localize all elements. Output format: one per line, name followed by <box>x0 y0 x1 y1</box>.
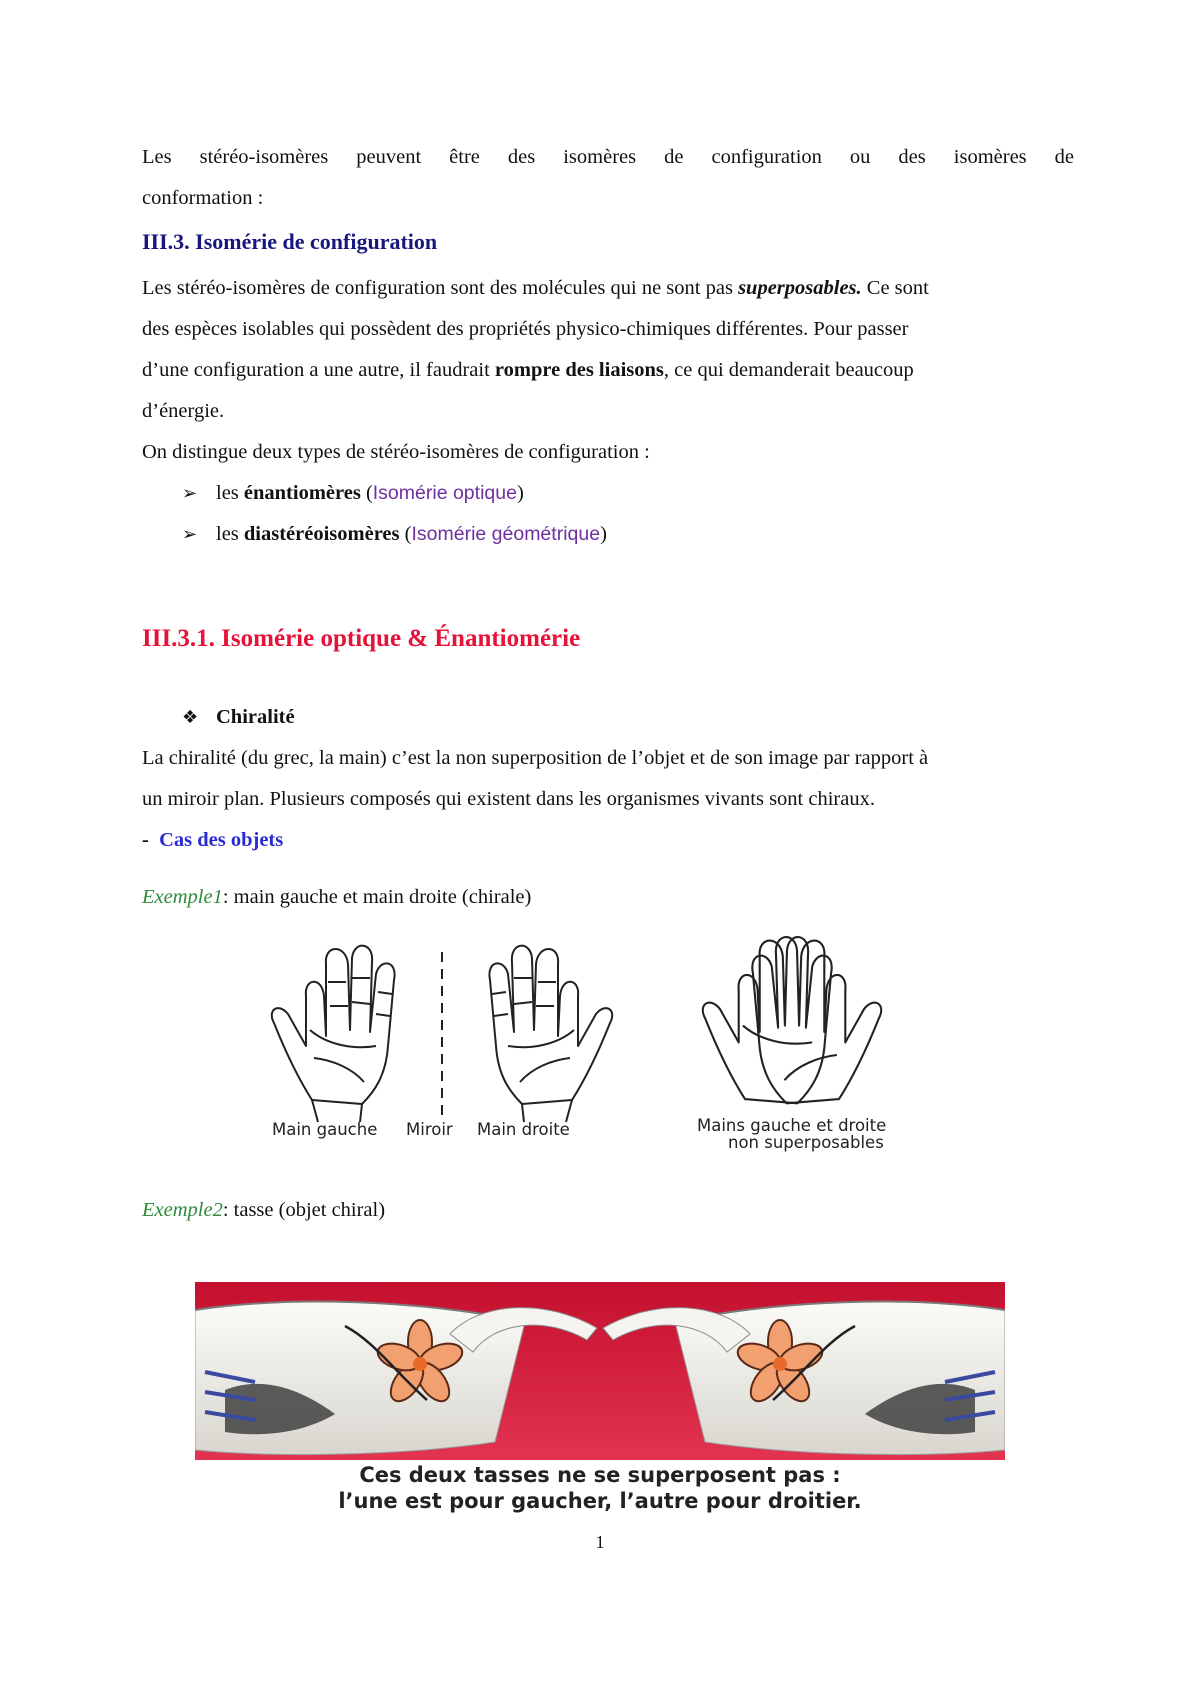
intro-line-1: Les stéréo-isomères peuvent être des isomères de configuration ou des isomères de <box>142 146 1074 168</box>
cups-caption-line-2: l’une est pour gaucher, l’autre pour droitier. <box>338 1489 862 1513</box>
exemple1-line <box>142 877 1074 918</box>
bullet-text: ( <box>360 482 373 504</box>
exemple2-text: : tasse (objet chiral) <box>222 1199 386 1221</box>
overlap-caption-line-1: Mains gauche et droite <box>697 1116 887 1135</box>
section-33-title: III.3. Isomérie de configuration <box>142 229 438 254</box>
config-line-5: On distingue deux types de stéréo-isomères de configuration : <box>142 441 650 463</box>
config-text: Les stéréo-isomères de configuration sont des molécules qui ne sont pas <box>142 277 739 299</box>
superposables-emphasis: superposables. <box>738 277 862 299</box>
bullet-enantiomeres <box>182 473 524 514</box>
config-text: Ce sont <box>861 277 929 299</box>
diamond-bullet-icon: ❖ <box>182 707 199 728</box>
arrow-bullet-icon: ➢ <box>182 524 198 545</box>
chiralite-heading-text: Chiralité <box>216 706 295 728</box>
section-331-title <box>142 625 580 653</box>
cups-caption-line-1: Ces deux tasses ne se superposent pas : <box>359 1463 841 1487</box>
bullet-bold: diastéréoisomères <box>243 523 400 545</box>
section-331-title-a: III.3.1. Isomérie <box>142 625 321 652</box>
section-331-title-b: optique & Énantiomérie <box>320 625 581 652</box>
bullet-text: les <box>216 523 244 545</box>
bullet-colored: Isomérie optique <box>372 482 517 504</box>
miroir-label: Miroir <box>406 1120 453 1139</box>
cas-des-objets-label: Cas des objets <box>159 829 284 851</box>
bullet-text: ( <box>399 523 412 545</box>
bullet-colored: Isomérie géométrique <box>411 523 601 545</box>
config-line-2: des espèces isolables qui possèdent des propriétés physico-chimiques différentes. Pour passer <box>142 318 909 340</box>
config-line-4: d’énergie. <box>142 400 225 422</box>
cups-photo <box>195 1282 1005 1460</box>
intro-line-2: conformation : <box>142 187 264 209</box>
dash: - <box>142 829 149 851</box>
chiralite-line-1: La chiralité (du grec, la main) c’est la non superposition de l’objet et de son image par rapport à <box>142 747 929 769</box>
config-line-3 <box>142 350 1074 391</box>
bullet-diastereoisomeres <box>182 514 607 555</box>
exemple2-label: Exemple2 <box>142 1199 223 1221</box>
bullet-text: ) <box>516 482 524 504</box>
exemple1-text: : main gauche et main droite (chirale) <box>222 886 532 908</box>
config-text: , ce qui demanderait beaucoup <box>663 359 914 381</box>
main-droite-label: Main droite <box>477 1120 570 1139</box>
page-number: 1 <box>595 1532 605 1552</box>
config-line-1 <box>142 268 1074 309</box>
chiralite-line-2: un miroir plan. Plusieurs composés qui existent dans les organismes vivants sont chiraux. <box>142 788 875 810</box>
exemple2-line <box>142 1190 1074 1231</box>
hands-figure <box>252 918 942 1160</box>
chiralite-heading <box>182 697 295 738</box>
rompre-emphasis: rompre des liaisons <box>494 359 664 381</box>
arrow-bullet-icon: ➢ <box>182 483 198 504</box>
config-text: d’une configuration a une autre, il faudrait <box>142 359 495 381</box>
exemple1-label: Exemple1 <box>142 886 223 908</box>
overlap-caption-line-2: non superposables <box>728 1133 884 1152</box>
bullet-text: ) <box>600 523 607 545</box>
bullet-text: les <box>216 482 244 504</box>
main-gauche-label: Main gauche <box>272 1120 378 1139</box>
bullet-bold: énantiomères <box>243 482 361 504</box>
cas-des-objets <box>142 820 1074 861</box>
